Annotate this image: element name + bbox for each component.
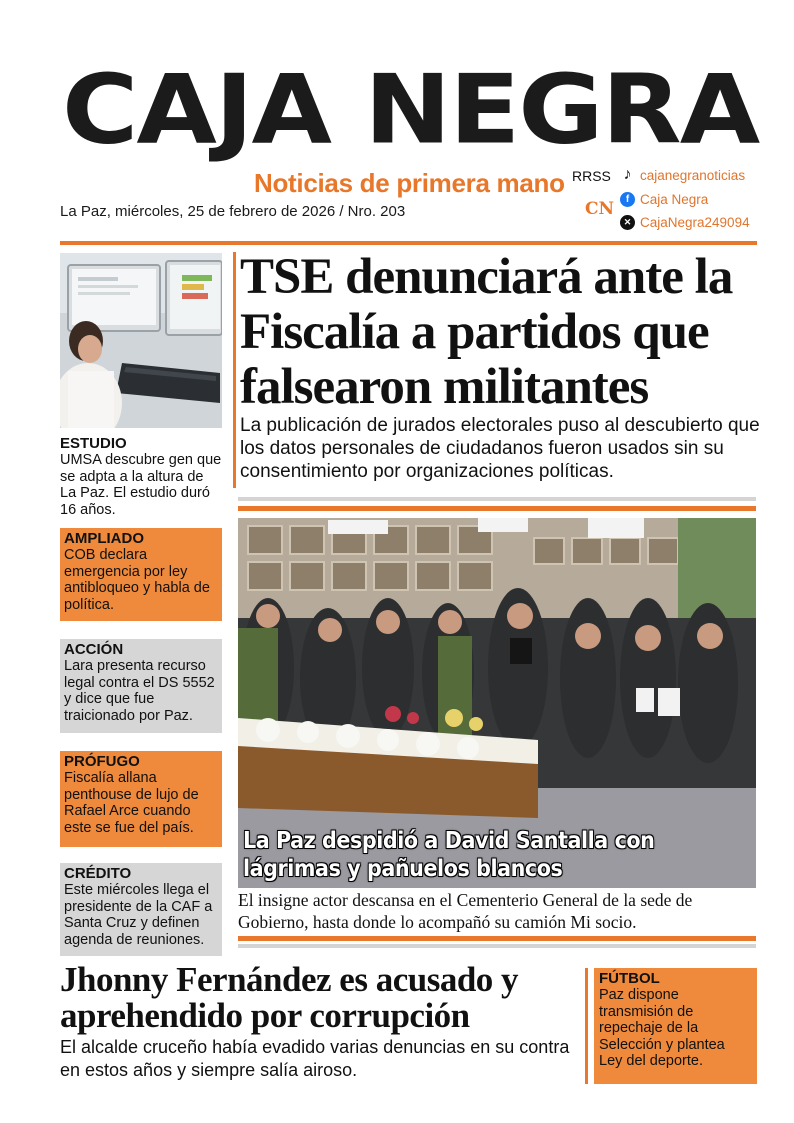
- social-item-x[interactable]: [620, 212, 750, 232]
- bottom-story-divider: [585, 968, 588, 1084]
- masthead-divider: [60, 241, 757, 245]
- masthead-title: CAJA NEGRA: [62, 53, 759, 166]
- sidebar-kicker: AMPLIADO: [64, 530, 144, 547]
- bottom-headline[interactable]: Jhonny Fernández es acusado y aprehendido por corrupción: [60, 960, 519, 1035]
- sidebar-kicker: CRÉDITO: [64, 865, 132, 882]
- sidebar-item-ampliado[interactable]: [60, 528, 222, 621]
- study-photo: [60, 253, 222, 428]
- social-item-tiktok[interactable]: [620, 165, 745, 185]
- section-divider: [238, 497, 756, 501]
- sidebar-text: UMSA descubre gen que se adpta a la altura de La Paz. El estudio duró 16 años.: [60, 452, 222, 518]
- lab-computer-image: [60, 253, 222, 428]
- photo-subtitle: El insigne actor descansa en el Cementerio General de la sede de Gobierno, hasta donde lo acompañó su camión Mi socio.: [238, 890, 693, 932]
- sidebar-item-futbol[interactable]: [594, 968, 757, 1084]
- sidebar-item-credito[interactable]: [60, 863, 222, 956]
- photo-bottom-divider: [238, 936, 756, 941]
- social-label: RRSS: [572, 168, 611, 184]
- sidebar-kicker: ACCIÓN: [64, 641, 124, 658]
- sidebar-item-accion[interactable]: [60, 639, 222, 733]
- photo-caption: La Paz despidió a David Santalla con lágrimas y pañuelos blancos: [243, 828, 655, 882]
- main-deck: La publicación de jurados electorales puso al descubierto que los datos personales de ciudadanos fueron usados sin su consentimiento por organizaciones políticas.: [240, 415, 760, 482]
- sidebar-text: Este miércoles llega el presidente de la CAF a Santa Cruz y definen agenda de reuniones.: [64, 882, 213, 948]
- main-headline[interactable]: TSE denunciará ante la Fiscalía a partidos que falsearon militantes: [240, 249, 733, 415]
- tagline: Noticias de primera mano: [254, 168, 565, 198]
- cn-logo-icon: [585, 198, 615, 220]
- social-handle: Caja Negra: [640, 191, 709, 207]
- x-icon: ✕: [620, 215, 635, 230]
- sidebar-item-estudio[interactable]: [60, 436, 222, 520]
- sidebar-kicker: ESTUDIO: [60, 435, 127, 452]
- main-story-divider: [233, 252, 236, 488]
- bottom-deck: El alcalde cruceño había evadido varias denuncias en su contra en estos años y siempre salía airoso.: [60, 1037, 570, 1080]
- sidebar-text: COB declara emergencia por ley antibloqueo y habla de política.: [64, 547, 210, 613]
- facebook-icon: f: [620, 192, 635, 207]
- sidebar-kicker: PRÓFUGO: [64, 753, 140, 770]
- social-handle: cajanegranoticias: [640, 167, 746, 183]
- dateline: La Paz, miércoles, 25 de febrero de 2026 / Nro. 203: [60, 203, 406, 220]
- sidebar-text: Paz dispone transmisión de repechaje de la Selección y plantea Ley del deporte.: [599, 987, 725, 1069]
- tiktok-icon: ♪: [623, 166, 632, 183]
- photo-top-divider: [238, 506, 756, 511]
- social-item-facebook[interactable]: [620, 189, 708, 209]
- logo-mark: CN: [585, 199, 615, 219]
- sidebar-item-profugo[interactable]: [60, 751, 222, 847]
- section-divider-bottom: [238, 944, 756, 948]
- social-handle: CajaNegra249094: [640, 214, 750, 230]
- sidebar-text: Lara presenta recurso legal contra el DS 5552 y dice que fue traicionado por Paz.: [64, 658, 215, 724]
- sidebar-kicker: FÚTBOL: [599, 970, 660, 987]
- sidebar-text: Fiscalía allana penthouse de lujo de Rafael Arce cuando este se fue del país.: [64, 770, 199, 836]
